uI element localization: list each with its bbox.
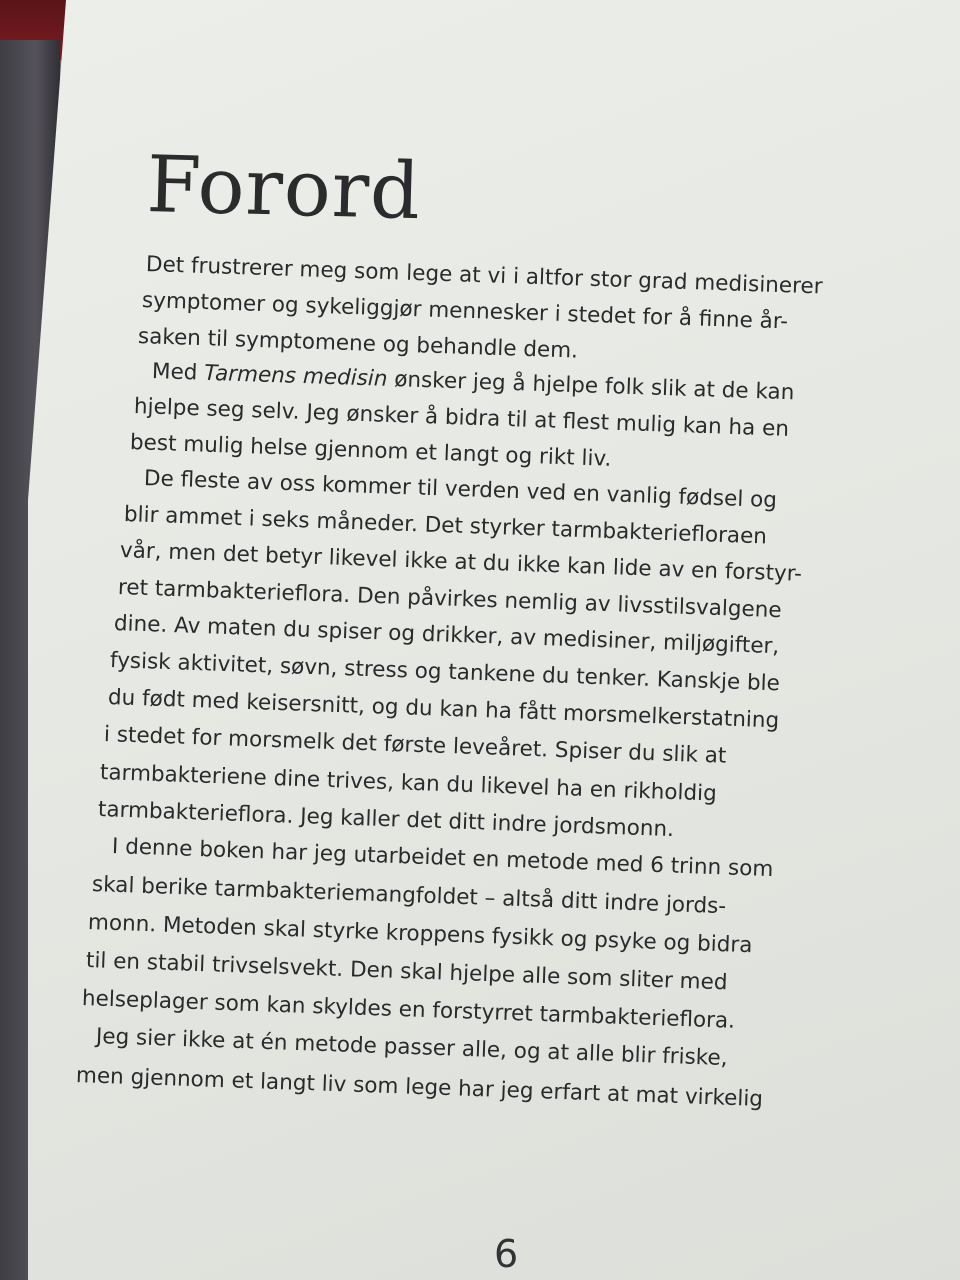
text-line: best mulig helse gjennom et langt og rikt liv. [129,430,612,472]
text-line: monn. Metoden skal styrke kroppens fysikk og psyke og bidra [87,910,753,959]
text-line: men gjennom et langt liv som lege har jeg erfart at mat virkelig [75,1063,764,1112]
text-line: du født med keisersnitt, og du kan ha fått morsmelkerstatning [107,685,780,734]
text-line: Det frustrerer meg som lege at vi i altfor stor grad medisinerer [145,252,823,300]
chapter-title: Forord [145,140,423,238]
text-line: fysisk aktivitet, søvn, stress og tankene du tenker. Kanskje ble [109,648,781,697]
page-number: 6 [494,1232,519,1276]
text-line: De fleste av oss kommer til verden ved en vanlig fødsel og [143,466,778,514]
text-line: I denne boken har jeg utarbeidet en metode med 6 trinn som [111,834,774,883]
text-line: ret tarmbakterieflora. Den påvirkes nemlig av livsstilsvalgene [117,575,783,624]
text-line: tarmbakterieflora. Jeg kaller det ditt indre jordsmonn. [97,797,675,843]
text-line: til en stabil trivselsvekt. Den skal hjelpe alle som sliter med [85,948,728,996]
text-line: Med Tarmens medisin ønsker jeg å hjelpe folk slik at de kan [151,359,795,406]
text-line: hjelpe seg selv. Jeg ønsker å bidra til at flest mulig kan ha en [133,394,790,442]
text-line: Jeg sier ikke at én metode passer alle, og at alle blir friske, [95,1024,728,1072]
text-line: dine. Av maten du spiser og drikker, av medisiner, miljøgifter, [113,611,780,660]
text-line: i stedet for morsmelk det første leveåret. Spiser du slik at [103,722,727,769]
text-line: blir ammet i seks måneder. Det styrker tarmbakteriefloraen [123,502,768,550]
text-line: skal berike tarmbakteriemangfoldet – altså ditt indre jords- [91,872,727,920]
text-line: vår, men det betyr likevel ikke at du ikke kan lide av en forstyr- [119,538,803,587]
text-line: saken til symptomene og behandle dem. [137,324,579,364]
text-line: tarmbakteriene dine trives, kan du likevel ha en rikholdig [99,760,718,807]
text-line: symptomer og sykeliggjør mennesker i stedet for å finne år- [141,288,789,335]
book-title-italic: Tarmens medisin [203,360,388,392]
text-line: helseplager som kan skyldes en forstyrret tarmbakterieflora. [81,986,736,1034]
